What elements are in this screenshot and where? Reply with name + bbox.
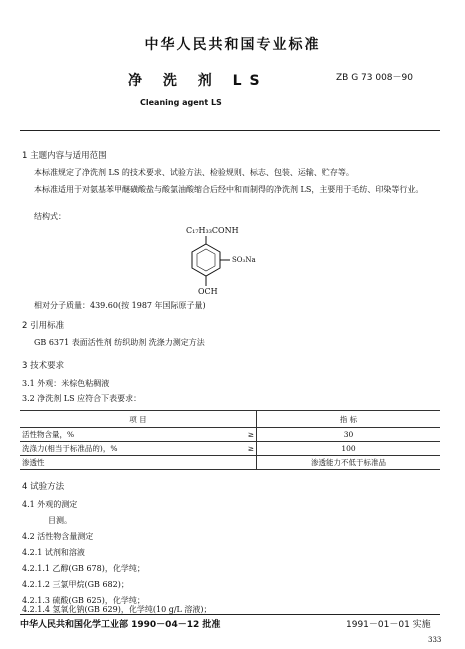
document-subtitle: Cleaning agent LS — [140, 98, 222, 107]
molecular-weight: 相对分子质量：439.60(按 1987 年国际原子量) — [34, 301, 206, 310]
spec-table-header — [20, 411, 440, 428]
row-item: 渗透性 — [20, 456, 202, 470]
section-4-2-1-1: 4.2.1.1 乙醇(GB 678)，化学纯； — [22, 564, 145, 573]
section-3-1: 3.1 外观：米棕色粘稠液 — [22, 379, 110, 388]
section-4-1-text: 目测。 — [48, 516, 72, 525]
formula-sulfonate: SO₃Na — [232, 256, 256, 264]
section-1-structure-label: 结构式： — [34, 212, 66, 221]
spec-table — [20, 410, 440, 470]
table-row — [20, 428, 440, 442]
section-4-heading: 4 试验方法 — [22, 482, 65, 492]
col-value-header: 指 标 — [257, 411, 441, 428]
formula-methoxy: OCH — [198, 287, 218, 296]
row-operator: ≥ — [202, 428, 257, 442]
row-value: 30 — [257, 428, 441, 442]
section-4-2-1: 4.2.1 试剂和溶液 — [22, 548, 85, 557]
row-value: 渗透能力不低于标准品 — [257, 456, 441, 470]
row-value: 100 — [257, 442, 441, 456]
section-1-heading: 1 主题内容与适用范围 — [22, 151, 107, 161]
row-item: 活性物含量，% — [20, 428, 202, 442]
row-operator — [202, 456, 257, 470]
document-title: 净 洗 剂 LS — [128, 73, 268, 89]
footer-rule — [20, 614, 440, 615]
row-operator: ≥ — [202, 442, 257, 456]
standard-number: ZB G 73 008－90 — [336, 73, 413, 83]
section-4-2-1-4: 4.2.1.4 氢氧化钠(GB 629)，化学纯(10 g/L 溶液)； — [22, 605, 212, 614]
row-item: 洗涤力(相当于标准品的)，% — [20, 442, 202, 456]
issue-approval: 中华人民共和国化学工业部 1990－04－12 批准 — [20, 620, 221, 630]
publisher-title: 中华人民共和国专业标准 — [144, 37, 321, 53]
section-4-2: 4.2 活性物含量测定 — [22, 532, 94, 541]
section-2-heading: 2 引用标准 — [22, 321, 65, 331]
effective-date: 1991－01－01 实施 — [346, 620, 431, 630]
header-rule — [20, 130, 440, 131]
section-1-para-2: 本标准适用于对氨基苯甲醚磺酸盐与酸氯油酸缩合后经中和而制得的净洗剂 LS，主要用于毛纺、印染等行业。 — [34, 185, 424, 194]
reference-standard: GB 6371 表面活性剂 纺织助剂 洗涤力测定方法 — [34, 338, 205, 347]
section-3-heading: 3 技术要求 — [22, 361, 65, 371]
page-number: 333 — [428, 636, 442, 644]
section-4-2-1-2: 4.2.1.2 三氯甲烷(GB 682)； — [22, 580, 129, 589]
section-3-2: 3.2 净洗剂 LS 应符合下表要求： — [22, 394, 142, 403]
formula-amide: C₁₇H₃₃CONH — [186, 226, 239, 235]
table-row — [20, 456, 440, 470]
section-4-2-1-3: 4.2.1.3 硫酸(GB 625)，化学纯； — [22, 596, 145, 605]
table-row — [20, 442, 440, 456]
col-item-header: 项 目 — [20, 411, 257, 428]
section-1-para-1: 本标准规定了净洗剂 LS 的技术要求、试验方法、检验规则、标志、包装、运输、贮存等。 — [34, 168, 354, 177]
section-4-1: 4.1 外观的测定 — [22, 500, 78, 509]
